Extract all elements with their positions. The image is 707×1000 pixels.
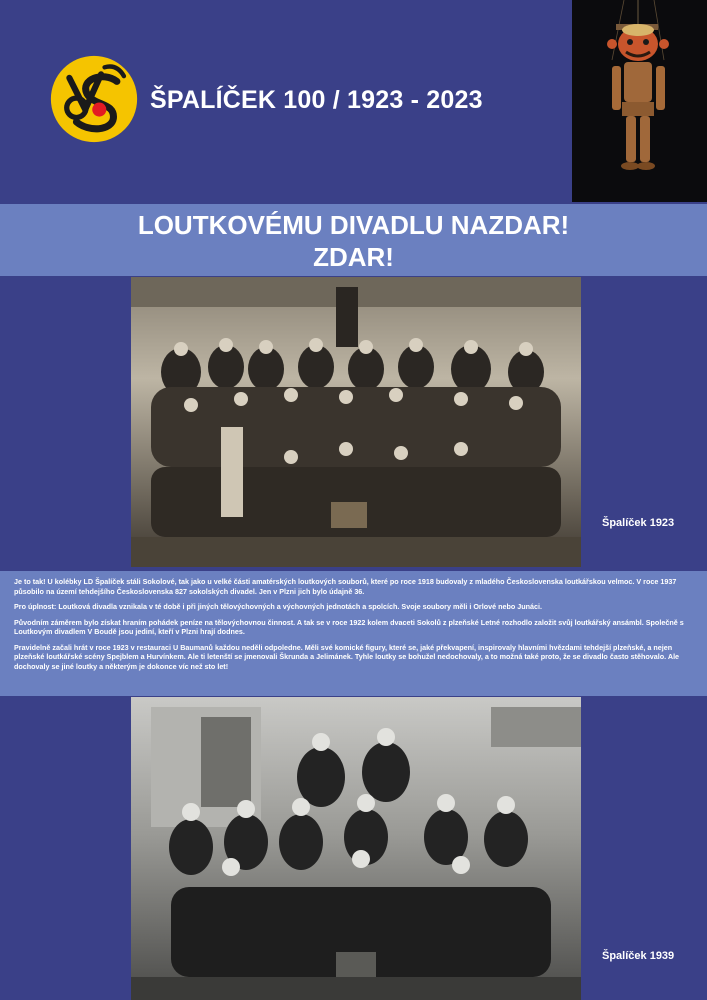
headline-banner <box>0 204 707 276</box>
sepia-photo <box>131 277 581 567</box>
paragraph-1: Je to tak! U kolébky LD Špalíček stáli Sokolové, tak jako u velké části amatérských loutkových souborů, které po roce 1918 budovaly z mladého Československa loutkářskou velmoc. V roce 1937 působilo na území tehdejšího Československa 827 sokolských divadel. Jen v Plzni jich bylo údajně 36. <box>14 577 677 596</box>
group-photo-1923 <box>131 277 581 567</box>
bw-photo <box>131 697 581 1000</box>
headline-line-2: ZDAR! <box>313 242 394 272</box>
page-title: ŠPALÍČEK 100 / 1923 - 2023 <box>150 86 483 114</box>
paragraph-3: Původním záměrem bylo získat hraním pohádek peníze na tělovýchovnou činnost. A tak se v roce 1922 kolem dvaceti Sokolů z plzeňské Letné rozhodlo založit svůj loutkářský ansámbl. Společně s Loutkovým divadlem V Boudě jsou jediní, kteří v Plzni hrají dodnes. <box>14 617 684 636</box>
puppet-photo <box>572 0 707 202</box>
spalicek-logo-icon <box>50 55 138 143</box>
group-photo-1939 <box>131 697 581 1000</box>
photo-caption-1939: Špalíček 1939 <box>602 950 675 962</box>
paragraph-2: Pro úplnost: Loutková divadla vznikala v té době i při jiných tělovýchovných a výchovných jednotách a spolcích. Svoje soubory měli i Orlové nebo Junáci. <box>14 602 543 611</box>
headline-line-1: LOUTKOVÉMU DIVADLU NAZDAR! <box>137 210 570 240</box>
paragraph-4: Pravidelně začali hrát v roce 1923 v restauraci U Baumanů každou neděli odpoledne. Měli své komické figury, které se, jaké překvapení, inspirovaly hlavními hvězdami tehdejší plzeňské, a nejen plzeňské loutkářské scény Spejblem a Hurvínkem. Ale ti letenští se jmenovali Škrunda a Jelimánek. Tyhle loutky se bohužel nedochovaly, a to možná také proto, že se divadlo často stěhovalo. Ale dochovaly se jiné loutky a některým je dokonce víc než sto let! <box>14 642 680 671</box>
header <box>0 0 572 202</box>
photo-caption-1923: Špalíček 1923 <box>602 517 675 529</box>
marionette-image <box>572 0 707 202</box>
history-text <box>0 571 707 696</box>
